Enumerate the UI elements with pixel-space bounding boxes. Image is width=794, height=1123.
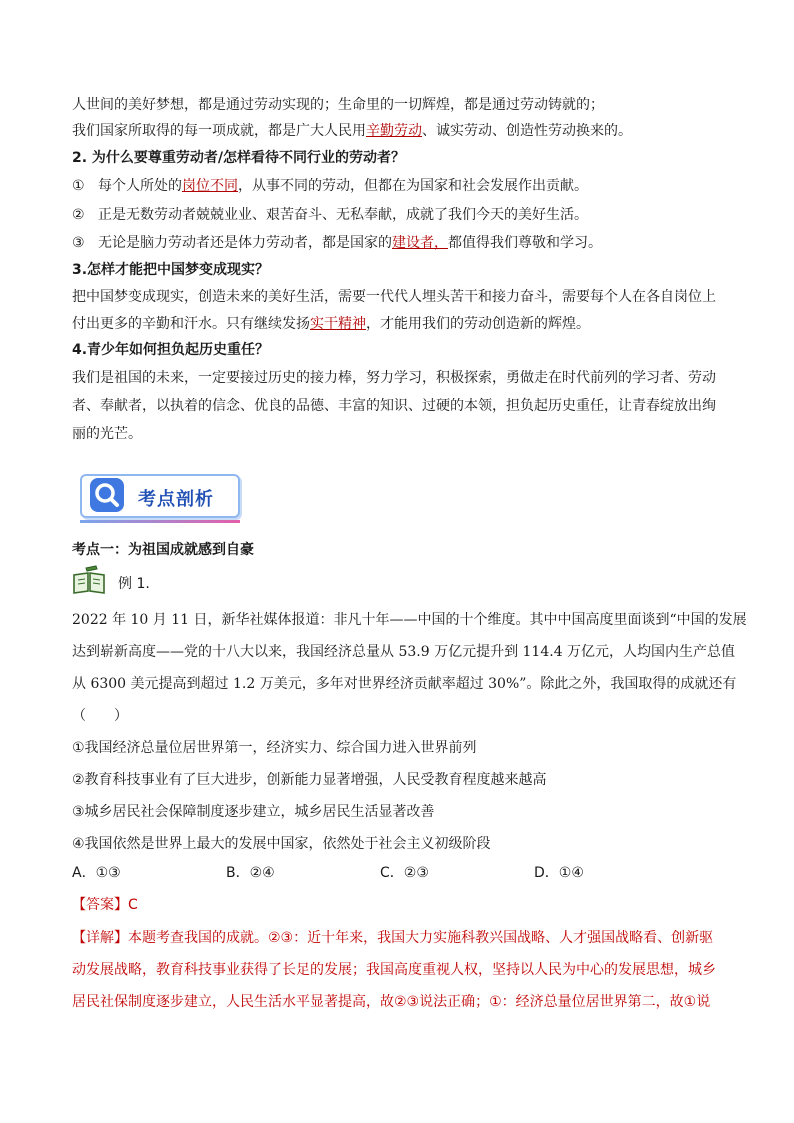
detail-line: 动发展战略，教育科技事业获得了长足的发展；我国高度重视人权，坚持以人民为中心的发展思想，城乡 (72, 962, 716, 978)
detail-label: 【详解】 (72, 930, 128, 946)
answer-blank: （ ） (72, 708, 128, 724)
text-run: 、诚实劳动、创造性劳动换来的。 (422, 123, 632, 139)
choice-d: D．①④ (534, 865, 584, 881)
section-title: 考点剖析 (138, 489, 214, 510)
list-item (72, 233, 724, 253)
paragraph-line: 把中国梦变成现实，创造未来的美好生活，需要一代代人埋头苦干和接力奋斗，需要每个人在各自岗位上 (72, 289, 716, 305)
point-heading: 考点一：为祖国成就感到自豪 (72, 542, 254, 558)
option-statement: ④我国依然是世界上最大的发展中国家，依然处于社会主义初级阶段 (72, 836, 491, 852)
item-number: ② (72, 207, 85, 223)
underlined-term: 辛勤劳动 (366, 123, 422, 139)
option-statement: ③城乡居民社会保障制度逐步建立，城乡居民生活显著改善 (72, 804, 435, 820)
magnifier-icon (90, 478, 124, 512)
section-badge (74, 470, 242, 520)
choice-c: C．②③ (380, 865, 429, 881)
answer-label: 【答案】 (72, 897, 128, 913)
item-number: ③ (72, 235, 85, 251)
underlined-term: 实干精神 (310, 316, 366, 332)
detail-line: 居民社保制度逐步建立，人民生活水平显著提高，故②③说法正确；①：经济总量位居世界第二，故①说 (72, 994, 711, 1010)
item-number: ① (72, 178, 85, 194)
choice-a: A．①③ (72, 865, 121, 881)
paragraph-line (72, 314, 724, 334)
answer-line (72, 895, 724, 915)
detail-line (72, 928, 724, 948)
choice-b: B．②④ (226, 865, 275, 881)
underlined-term: 建设者， (392, 235, 448, 251)
paragraph-line: 人世间的美好梦想，都是通过劳动实现的；生命里的一切辉煌，都是通过劳动铸就的； (72, 97, 604, 113)
underlined-term: 岗位不同 (182, 178, 238, 194)
text-run: ，才能用我们的劳动创造新的辉煌。 (366, 316, 590, 332)
text-run: 都值得我们尊敬和学习。 (448, 235, 602, 251)
book-pencil-icon (72, 565, 106, 595)
option-statement: ②教育科技事业有了巨大进步，创新能力显著增强，人民受教育程度越来越高 (72, 772, 547, 788)
badge-underline (80, 520, 240, 523)
list-item (72, 205, 724, 225)
paragraph-line: 者、奉献者，以执着的信念、优良的品德、丰富的知识、过硬的本领，担负起历史重任，让青春绽放出绚 (72, 398, 716, 414)
text-run: 无论是脑力劳动者还是体力劳动者，都是国家的 (98, 235, 392, 251)
question-stem-line: 从 6300 美元提高到超过 1.2 万美元，多年对世界经济贡献率超过 30%”。除此之外，我国取得的成就还有 (72, 676, 737, 692)
list-item (72, 176, 724, 196)
text-run: 每个人所处的 (98, 178, 182, 194)
question-heading: 2. 为什么要尊重劳动者/怎样看待不同行业的劳动者？ (72, 150, 406, 166)
question-stem-line: 达到崭新高度——党的十八大以来，我国经济总量从 53.9 万亿元提升到 114.4 万亿元，人均国内生产总值 (72, 644, 736, 660)
text-run: ，从事不同的劳动，但都在为国家和社会发展作出贡献。 (238, 178, 588, 194)
paragraph-line (72, 121, 724, 141)
question-heading: 4.青少年如何担负起历史重任？ (72, 342, 270, 358)
text-run: 付出更多的辛勤和汗水。只有继续发扬 (72, 316, 310, 332)
paragraph-line: 丽的光芒。 (72, 426, 142, 442)
text-run: 本题考查我国的成就。②③：近十年来，我国大力实施科教兴国战略、人才强国战略看、创新驱 (128, 930, 714, 946)
example-label: 例 1. (118, 576, 150, 592)
question-heading: 3.怎样才能把中国梦变成现实？ (72, 262, 270, 278)
option-statement: ①我国经济总量位居世界第一，经济实力、综合国力进入世界前列 (72, 740, 477, 756)
paragraph-line: 我们是祖国的未来，一定要接过历史的接力棒，努力学习，积极探索，勇做走在时代前列的学习者、劳动 (72, 370, 716, 386)
text-run: 正是无数劳动者兢兢业业、艰苦奋斗、无私奉献，成就了我们今天的美好生活。 (98, 207, 588, 223)
text-run: 我们国家所取得的每一项成就，都是广大人民用 (72, 123, 366, 139)
question-stem-line: 2022 年 10 月 11 日，新华社媒体报道：非凡十年——中国的十个维度。其中中国高度里面谈到“中国的发展 (72, 612, 747, 628)
badge-frame (80, 474, 240, 518)
answer-value: C (128, 897, 138, 913)
